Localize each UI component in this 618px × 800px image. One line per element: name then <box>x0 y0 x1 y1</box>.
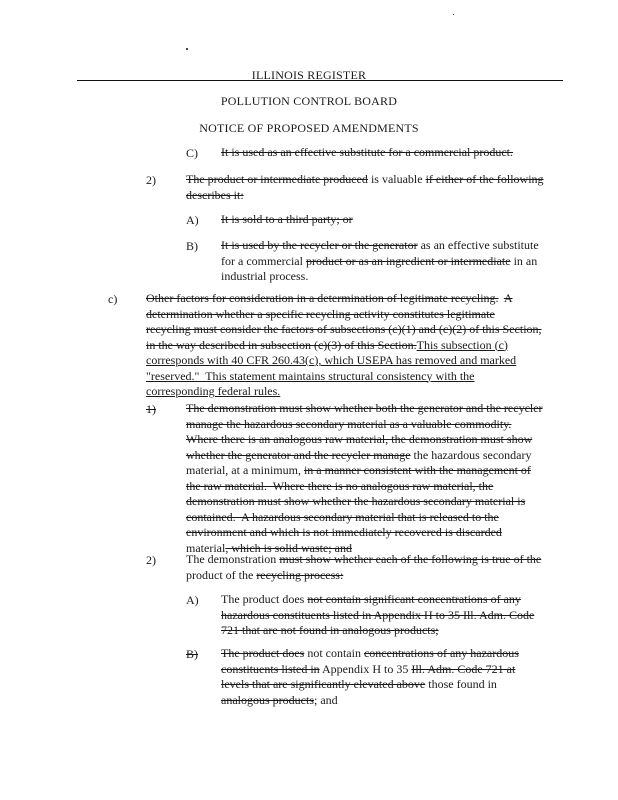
struck-text: Other factors for consideration in a determination of legitimate recycling. <box>146 291 499 305</box>
plain-text: material, at a minimum, <box>186 463 304 477</box>
struck-text: The product or intermediate produced <box>186 172 368 186</box>
plain-text: Appendix H to 35 <box>319 661 412 676</box>
notice-title: NOTICE OF PROPOSED AMENDMENTS <box>199 121 419 135</box>
plain-text: not contain <box>304 646 364 660</box>
item-2-label: 2) <box>146 173 156 187</box>
struck-text: in the way described in subsection (c)(3) of this Section. <box>146 337 417 352</box>
plain-text: in an <box>510 253 538 268</box>
struck-text: must show whether each of the following is true of the <box>279 552 542 566</box>
struck-text: The demonstration must show whether both the generator and the recycler <box>186 401 543 415</box>
struck-text: 721 that are not found in analogous products; <box>221 623 439 637</box>
underlined-text: "reserved." This statement maintains structural consistency with the <box>146 368 475 383</box>
struck-text: hazardous constituents listed in Appendix H to 35 Ill. Adm. Code <box>221 607 535 622</box>
plain-text: material <box>186 540 226 555</box>
item-c-struck-text: It is used as an effective substitute for a commercial product. <box>221 145 514 159</box>
plain-text: for a commercial <box>221 253 306 268</box>
struck-text: B) <box>186 647 198 661</box>
section-c-label: c) <box>108 292 118 306</box>
section-c-text <box>146 291 542 400</box>
struck-text: levels that are significantly elevated above <box>221 677 426 691</box>
underlined-text: corresponds with 40 CFR 260.43(c), which USEPA has removed and marked <box>146 353 517 367</box>
struck-text: The product does <box>221 646 305 660</box>
struck-text: It is sold to a third party; or <box>221 212 353 226</box>
underlined-text: This subsection (c) <box>416 337 508 352</box>
struck-text: concentrations of any hazardous <box>363 646 519 660</box>
struck-text: , which is solid waste; and <box>225 540 352 555</box>
scan-speck <box>453 14 454 15</box>
register-title: ILLINOIS REGISTER <box>251 68 367 82</box>
struck-text: determination whether a specific recycling activity constitutes legitimate <box>146 306 495 321</box>
struck-text: manage the hazardous secondary material as a valuable commodity. <box>186 416 512 431</box>
plain-text: those found in <box>425 677 497 691</box>
plain-text: the hazardous secondary <box>410 447 532 462</box>
sub-2b-text <box>221 646 519 708</box>
struck-text: if either of the following <box>425 172 544 186</box>
plain-text: The demonstration <box>186 552 280 566</box>
board-name: POLLUTION CONTROL BOARD <box>220 94 398 108</box>
struck-text: Ill. Adm. Code 721 at <box>411 661 516 676</box>
underlined-text: corresponding federal rules. <box>146 384 281 398</box>
struck-text: recycling process: <box>256 567 344 582</box>
sub-2b-label <box>186 646 198 662</box>
struck-text: analogous products <box>221 692 314 707</box>
item-c-text <box>221 145 513 161</box>
item-2a-label: A) <box>186 213 199 227</box>
item-2b-label: B) <box>186 239 198 253</box>
item-2-text <box>186 172 544 203</box>
plain-text: is valuable <box>367 172 426 186</box>
struck-text: Where there is an analogous raw material, the demonstration must show <box>186 432 533 446</box>
item-2b-text <box>221 238 539 285</box>
struck-text: It is used by the recycler or the generator <box>221 238 418 252</box>
struck-text: not contain significant concentrations of any <box>307 592 521 606</box>
item-2a-text <box>221 212 353 228</box>
struck-text: describes it: <box>186 187 244 202</box>
sub-2a-text <box>221 592 534 639</box>
sub-2-label: 2) <box>146 553 156 567</box>
struck-text: whether the generator and the recycler manage <box>186 447 411 462</box>
struck-text: in a manner consistent with the management of <box>303 463 531 477</box>
struck-text: demonstration must show whether the hazardous secondary material is <box>186 494 526 508</box>
sub-1-text <box>186 401 543 556</box>
scan-speck <box>186 48 188 50</box>
sub-1-label <box>146 401 156 417</box>
struck-text: product or as an ingredient or intermediate <box>305 253 511 268</box>
sub-2a-label: A) <box>186 593 199 607</box>
plain-text: industrial process. <box>221 269 309 283</box>
struck-text: 1) <box>146 402 156 416</box>
header-rule <box>77 80 563 81</box>
struck-text: recycling must consider the factors of subsections (c)(1) and (c)(2) of this Section, <box>146 322 542 336</box>
struck-text: A <box>503 291 513 305</box>
plain-text: The product does <box>221 592 308 606</box>
struck-text: contained. A hazardous secondary material that is released to the <box>186 509 499 524</box>
sub-2-text <box>186 552 541 583</box>
struck-text: environment and which is not immediately recovered is discarded <box>186 525 502 539</box>
plain-text: ; and <box>313 692 338 707</box>
struck-text: constituents listed in <box>221 661 320 676</box>
struck-text: the raw material. Where there is no analogous raw material, the <box>186 478 494 493</box>
plain-text: product of the <box>186 567 257 582</box>
plain-text: as an effective substitute <box>417 238 539 252</box>
item-c-label: C) <box>186 146 198 160</box>
